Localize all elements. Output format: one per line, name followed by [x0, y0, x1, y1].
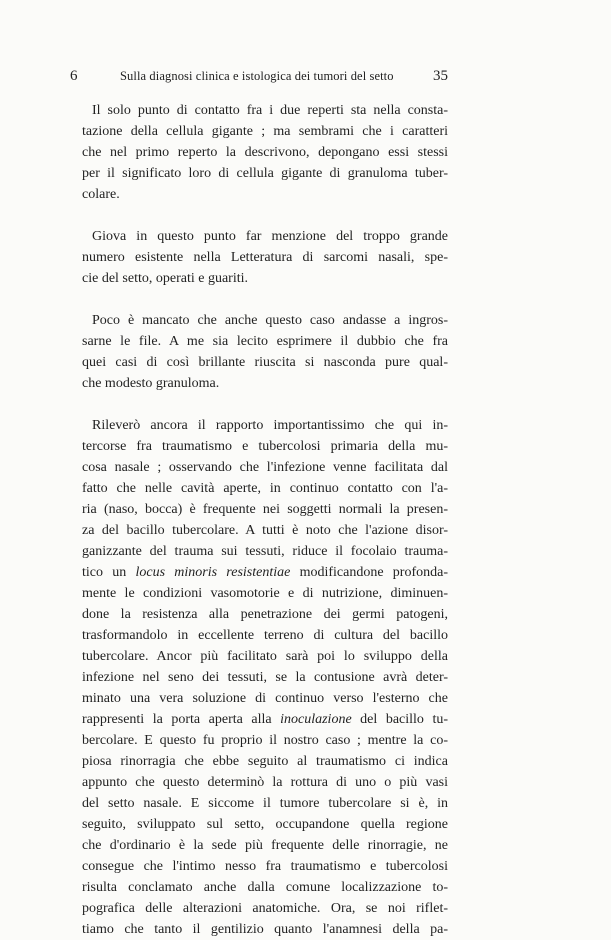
text-line: rappresenti la porta aperta alla inoculazione del bacillo tu- [82, 712, 448, 727]
signature-mark: 6 [70, 68, 78, 84]
paragraph [82, 310, 448, 394]
text-line: tercorse fra traumatismo e tubercolosi primaria della mu- [82, 439, 448, 454]
text-line: colare. [82, 187, 120, 202]
text-line: bercolare. E questo fu proprio il nostro caso ; mentre la co- [82, 733, 448, 748]
text-line: piosa rinorragia che ebbe seguito al traumatismo ci indica [82, 754, 448, 769]
running-title: Sulla diagnosi clinica e istologica dei tumori del setto [120, 69, 394, 83]
paragraph-gap [82, 394, 448, 415]
text-line: tazione della cellula gigante ; ma sembrami che i caratteri [82, 124, 448, 139]
text-line: che modesto granuloma. [82, 376, 220, 391]
text-line: Giova in questo punto far menzione del troppo grande [92, 229, 448, 244]
text-line: fatto che nelle cavità aperte, in continuo contatto con l'a- [82, 481, 448, 496]
text-line: minato una vera soluzione di continuo verso l'esterno che [82, 691, 448, 706]
text-line: mente le condizioni vasomotorie e di nutrizione, diminuen- [82, 586, 448, 601]
text-line: cie del setto, operati e guariti. [82, 271, 248, 286]
text-line: infezione nel seno dei tessuti, se la contusione avrà deter- [82, 670, 448, 685]
text-line: ria (naso, bocca) è frequente nei soggetti normali la presen- [82, 502, 448, 517]
text-line: za del bacillo tubercolare. A tutti è noto che l'azione disor- [82, 523, 448, 538]
text-line: sarne le file. A me sia lecito esprimere il dubbio che fra [82, 334, 448, 349]
text-line: quei casi di così brillante riuscita si nasconda pure qual- [82, 355, 448, 370]
text-line: tiamo che tanto il gentilizio quanto l'anamnesi della pa- [82, 922, 448, 937]
text-line: tico un locus minoris resistentiae modificandone profonda- [82, 565, 448, 580]
text-line: che d'ordinario è la sede più frequente delle rinorragie, ne [82, 838, 448, 853]
text-line: done la resistenza alla penetrazione dei germi patogeni, [82, 607, 448, 622]
text-line: per il significato loro di cellula gigante di granuloma tuber- [82, 166, 448, 181]
text-line: risulta conclamato anche dalla comune localizzazione to- [82, 880, 448, 895]
text-line: del setto nasale. E siccome il tumore tubercolare si è, in [82, 796, 448, 811]
text-line: consegue che l'intimo nesso fra traumatismo e tubercolosi [82, 859, 448, 874]
text-line: tubercolare. Ancor più facilitato sarà poi lo sviluppo della [82, 649, 448, 664]
text-line: cosa nasale ; osservando che l'infezione venne facilitata dal [82, 460, 448, 475]
text-line: ganizzante del trauma sui tessuti, riduce il focolaio trauma- [82, 544, 448, 559]
page-number: 35 [433, 68, 448, 84]
paragraph-gap [82, 205, 448, 226]
paragraph [82, 415, 448, 940]
body-text [82, 100, 448, 940]
paragraph-gap [82, 289, 448, 310]
text-line: Il solo punto di contatto fra i due reperti sta nella consta- [92, 103, 448, 118]
text-line: appunto che questo determinò la rottura di uno o più vasi [82, 775, 448, 790]
text-line: trasformandolo in eccellente terreno di cultura del bacillo [82, 628, 448, 643]
text-line: Rileverò ancora il rapporto importantissimo che qui in- [92, 418, 448, 433]
paragraph [82, 226, 448, 289]
text-line: Poco è mancato che anche questo caso andasse a ingros- [92, 313, 448, 328]
text-line: numero esistente nella Letteratura di sarcomi nasali, spe- [82, 250, 448, 265]
paragraph [82, 100, 448, 205]
text-line: pografica delle alterazioni anatomiche. Ora, se noi riflet- [82, 901, 448, 916]
running-header [70, 68, 448, 88]
text-line: che nel primo reperto la descrivono, depongano essi stessi [82, 145, 448, 160]
text-line: seguito, sviluppato sul setto, occupandone quella regione [82, 817, 448, 832]
